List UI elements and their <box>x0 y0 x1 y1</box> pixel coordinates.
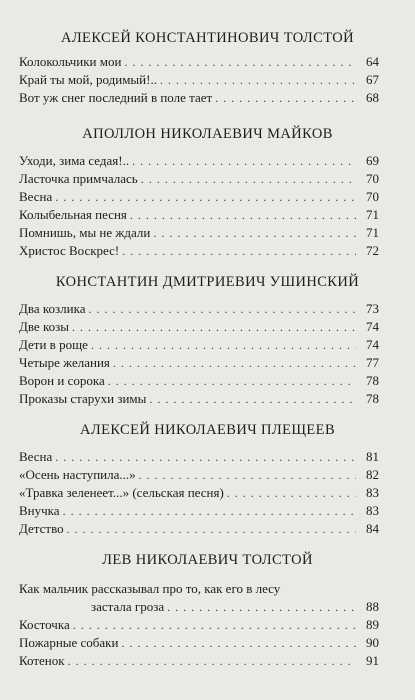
entry-page: 74 <box>366 319 379 334</box>
entry-title: Косточка <box>19 617 70 632</box>
toc-entry[interactable] <box>19 354 379 372</box>
leader-dots <box>139 466 356 484</box>
entry-title: Христос Воскрес! <box>19 243 120 258</box>
leader-dots <box>113 354 356 372</box>
toc-entry[interactable] <box>19 300 379 318</box>
leader-dots <box>160 71 356 89</box>
entry-title: Уходи, зима седая!.. <box>19 153 130 168</box>
leader-dots <box>130 206 356 224</box>
leader-dots <box>132 152 356 170</box>
entry-title: Дети в роще <box>19 337 88 352</box>
leader-dots <box>108 372 356 390</box>
toc-entry[interactable] <box>19 89 379 107</box>
author-heading: ЛЕВ НИКОЛАЕВИЧ ТОЛСТОЙ <box>102 552 313 568</box>
toc-entry[interactable] <box>19 390 379 408</box>
toc-entry[interactable] <box>19 466 379 484</box>
toc-entry[interactable] <box>19 372 379 390</box>
entry-page: 77 <box>366 355 379 370</box>
toc-entry[interactable] <box>19 634 379 652</box>
entry-page: 84 <box>366 521 379 536</box>
toc-entry[interactable] <box>19 242 379 260</box>
entry-title: Котенок <box>19 653 65 668</box>
leader-dots <box>124 53 356 71</box>
leader-dots <box>67 520 356 538</box>
entry-title: Проказы старухи зимы <box>19 391 147 406</box>
toc-entry[interactable] <box>91 598 379 616</box>
entry-page: 74 <box>366 337 379 352</box>
toc-entry[interactable] <box>19 152 379 170</box>
leader-dots <box>73 616 356 634</box>
entry-page: 64 <box>366 54 379 69</box>
entry-title: Четыре желания <box>19 355 110 370</box>
leader-dots <box>68 652 356 670</box>
entry-title: Ласточка примчалась <box>19 171 138 186</box>
leader-dots <box>88 300 356 318</box>
author-heading: АЛЕКСЕЙ КОНСТАНТИНОВИЧ ТОЛСТОЙ <box>60 30 355 46</box>
entry-title: Весна <box>19 449 53 464</box>
leader-dots <box>55 188 356 206</box>
entry-page: 70 <box>366 189 379 204</box>
toc-entry[interactable] <box>19 336 379 354</box>
toc-entry[interactable] <box>19 206 379 224</box>
entry-title: Пожарные собаки <box>19 635 119 650</box>
entry-page: 91 <box>366 653 379 668</box>
toc-entry[interactable] <box>19 652 379 670</box>
entry-page: 67 <box>366 72 379 87</box>
leader-dots <box>91 336 356 354</box>
leader-dots <box>122 242 356 260</box>
entry-title: Край ты мой, родимый!.. <box>19 72 157 87</box>
entry-page: 68 <box>366 90 379 105</box>
entry-title: «Травка зеленеет...» (сельская песня) <box>19 485 224 500</box>
entry-title: «Осень наступила...» <box>19 467 136 482</box>
leader-dots <box>167 598 356 616</box>
entry-title-line: Как мальчик рассказывал про то, как его в лесу <box>19 581 281 596</box>
entry-title: Помнишь, мы не ждали <box>19 225 151 240</box>
entry-page: 78 <box>366 391 379 406</box>
toc-entry[interactable] <box>19 53 379 71</box>
entry-title: застала гроза <box>91 599 165 614</box>
entry-title: Весна <box>19 189 53 204</box>
toc-entry[interactable] <box>19 616 379 634</box>
leader-dots <box>227 484 356 502</box>
author-heading: АПОЛЛОН НИКОЛАЕВИЧ МАЙКОВ <box>82 126 333 142</box>
entry-title: Колыбельная песня <box>19 207 127 222</box>
entry-title: Колокольчики мои <box>19 54 122 69</box>
leader-dots <box>141 170 356 188</box>
toc-entry[interactable] <box>19 224 379 242</box>
leader-dots <box>121 634 356 652</box>
entry-title: Две козы <box>19 319 69 334</box>
entry-page: 90 <box>366 635 379 650</box>
entry-page: 81 <box>366 449 379 464</box>
leader-dots <box>215 89 356 107</box>
leader-dots <box>149 390 356 408</box>
toc-entry[interactable] <box>19 170 379 188</box>
leader-dots <box>72 318 356 336</box>
entry-page: 72 <box>366 243 379 258</box>
entry-page: 70 <box>366 171 379 186</box>
entry-page: 83 <box>366 485 379 500</box>
entry-page: 71 <box>366 207 379 222</box>
toc-entry[interactable] <box>19 318 379 336</box>
entry-title: Ворон и сорока <box>19 373 105 388</box>
entry-page: 89 <box>366 617 379 632</box>
entry-page: 69 <box>366 153 379 168</box>
entry-title: Детство <box>19 521 64 536</box>
toc-entry[interactable] <box>19 502 379 520</box>
author-heading: АЛЕКСЕЙ НИКОЛАЕВИЧ ПЛЕЩЕЕВ <box>79 422 336 438</box>
entry-page: 83 <box>366 503 379 518</box>
entry-page: 73 <box>366 301 379 316</box>
leader-dots <box>153 224 356 242</box>
author-heading: КОНСТАНТИН ДМИТРИЕВИЧ УШИНСКИЙ <box>55 274 360 290</box>
entry-title: Вот уж снег последний в поле тает <box>19 90 213 105</box>
toc-entry[interactable] <box>19 188 379 206</box>
leader-dots <box>63 502 356 520</box>
entry-page: 88 <box>366 599 379 614</box>
entry-page: 78 <box>366 373 379 388</box>
entry-page: 82 <box>366 467 379 482</box>
toc-entry[interactable] <box>19 71 379 89</box>
toc-entry[interactable] <box>19 520 379 538</box>
entry-page: 71 <box>366 225 379 240</box>
toc-entry[interactable] <box>19 484 379 502</box>
leader-dots <box>55 448 356 466</box>
entry-title: Два козлика <box>19 301 86 316</box>
entry-title: Внучка <box>19 503 60 518</box>
toc-entry[interactable] <box>19 448 379 466</box>
